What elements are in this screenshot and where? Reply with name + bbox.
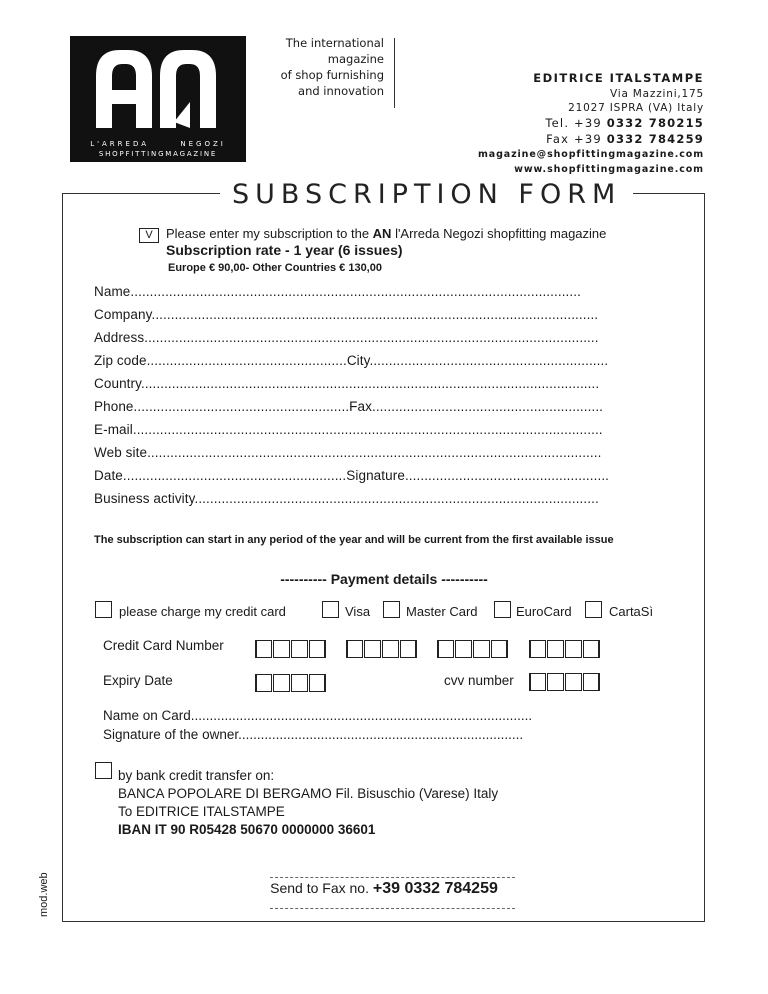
card-digit-cell[interactable] — [309, 640, 326, 658]
bank-beneficiary: To EDITRICE ITALSTAMPE — [118, 804, 285, 819]
bank-transfer-checkbox[interactable] — [95, 762, 112, 779]
bank-option-label: by bank credit transfer on: — [118, 768, 275, 783]
card-digit-cell[interactable] — [583, 640, 600, 658]
bank-name: BANCA POPOLARE DI BERGAMO Fil. Bisuschio (Varese) Italy — [118, 786, 499, 801]
credit-card-option-label: please charge my credit card — [119, 604, 286, 619]
subscription-checkbox[interactable]: V — [139, 228, 159, 243]
request-bold: AN — [372, 226, 392, 241]
form-code-label: mod.web — [38, 872, 50, 917]
phone-fax-field[interactable]: Phone........................................................Fax............................................................ — [94, 399, 604, 414]
publisher-phone — [478, 115, 704, 131]
website-field[interactable]: Web site...................................................................................................................... — [94, 445, 602, 460]
email-field[interactable]: E-mail.......................................................................................................................... — [94, 422, 603, 437]
expiry-date-cells[interactable] — [255, 674, 327, 692]
fax-number: 0332 784259 — [606, 132, 704, 146]
fax-send-number: +39 0332 784259 — [372, 880, 498, 897]
form-title: SUBSCRIPTION FORM — [220, 178, 633, 212]
card-digit-cell[interactable] — [473, 640, 490, 658]
visa-checkbox[interactable] — [322, 601, 339, 618]
address-field[interactable]: Address...................................................................................................................... — [94, 330, 599, 345]
cartasi-checkbox[interactable] — [585, 601, 602, 618]
fax-bottom-rule — [270, 908, 515, 909]
tagline-line: The international — [285, 36, 384, 50]
subscription-rate: Subscription rate - 1 year (6 issues) — [166, 242, 403, 258]
tel-label: Tel. +39 — [545, 116, 607, 130]
card-digit-cell[interactable] — [364, 640, 381, 658]
publisher-contact-block — [478, 70, 704, 177]
mastercard-label: Master Card — [406, 604, 478, 619]
expiry-digit-cell[interactable] — [291, 674, 308, 692]
zip-city-field[interactable]: Zip code....................................................City.............................................................. — [94, 353, 609, 368]
name-on-card-field[interactable]: Name on Card........................................................................................... — [103, 708, 533, 723]
publisher-fax — [478, 131, 704, 147]
subscription-notice: The subscription can start in any period of the year and will be current from the first available issue — [94, 534, 614, 546]
fax-top-rule — [270, 877, 515, 878]
owner-signature-field[interactable]: Signature of the owner............................................................................ — [103, 727, 524, 742]
expiry-digit-cell[interactable] — [309, 674, 326, 692]
eurocard-checkbox[interactable] — [494, 601, 511, 618]
cvv-digit-cell[interactable] — [529, 673, 546, 691]
credit-card-checkbox[interactable] — [95, 601, 112, 618]
card-digit-cell[interactable] — [529, 640, 546, 658]
logo-subtitle-line2: SHOPFITTINGMAGAZINE — [98, 150, 218, 158]
card-digit-cell[interactable] — [346, 640, 363, 658]
eurocard-label: EuroCard — [516, 604, 572, 619]
cvv-digit-cell[interactable] — [583, 673, 600, 691]
card-number-group-4[interactable] — [529, 640, 601, 658]
mastercard-checkbox[interactable] — [383, 601, 400, 618]
expiry-digit-cell[interactable] — [273, 674, 290, 692]
cartasi-label: CartaSì — [609, 604, 654, 619]
cvv-label: cvv number — [444, 673, 514, 688]
publisher-city: 21027 ISPRA (VA) Italy — [568, 102, 704, 114]
card-digit-cell[interactable] — [491, 640, 508, 658]
request-post: l'Arreda Negozi shopfitting magazine — [391, 226, 607, 241]
card-digit-cell[interactable] — [382, 640, 399, 658]
card-digit-cell[interactable] — [565, 640, 582, 658]
tel-number: 0332 780215 — [606, 116, 704, 130]
publisher-website[interactable]: www.shopfittingmagazine.com — [514, 164, 704, 175]
card-number-label: Credit Card Number — [103, 638, 224, 653]
date-signature-field[interactable]: Date..........................................................Signature..................................................... — [94, 468, 610, 483]
name-field[interactable]: Name..................................................................................................................... — [94, 284, 581, 299]
company-field[interactable]: Company.................................................................................................................... — [94, 307, 599, 322]
card-digit-cell[interactable] — [400, 640, 417, 658]
business-activity-field[interactable]: Business activity......................................................................................................... — [94, 491, 599, 506]
card-digit-cell[interactable] — [255, 640, 272, 658]
logo-subtitle-line1: L'ARREDA NEGOZI — [90, 140, 226, 148]
request-pre: Please enter my subscription to the — [166, 226, 373, 241]
card-number-group-3[interactable] — [437, 640, 509, 658]
tagline-line: magazine — [327, 52, 384, 66]
payment-details-title: ---------- Payment details ---------- — [280, 571, 488, 587]
send-to-fax — [0, 880, 768, 898]
card-digit-cell[interactable] — [547, 640, 564, 658]
magazine-tagline — [262, 35, 384, 99]
card-digit-cell[interactable] — [437, 640, 454, 658]
publisher-name: EDITRICE ITALSTAMPE — [533, 71, 704, 85]
card-number-group-1[interactable] — [255, 640, 327, 658]
expiry-digit-cell[interactable] — [255, 674, 272, 692]
iban: IBAN IT 90 R05428 50670 0000000 36601 — [118, 822, 376, 837]
visa-label: Visa — [345, 604, 371, 619]
card-digit-cell[interactable] — [291, 640, 308, 658]
country-field[interactable]: Country....................................................................................................................... — [94, 376, 600, 391]
cvv-digit-cell[interactable] — [565, 673, 582, 691]
an-magazine-logo — [70, 36, 246, 162]
card-digit-cell[interactable] — [455, 640, 472, 658]
cvv-digit-cell[interactable] — [547, 673, 564, 691]
card-number-group-2[interactable] — [346, 640, 418, 658]
bank-transfer-details — [118, 767, 498, 839]
tagline-line: of shop furnishing — [280, 68, 384, 82]
publisher-email[interactable]: magazine@shopfittingmagazine.com — [477, 149, 704, 160]
fax-label: Fax +39 — [546, 132, 607, 146]
subscription-prices: Europe € 90,00- Other Countries € 130,00 — [168, 262, 382, 274]
expiry-date-label: Expiry Date — [103, 673, 173, 688]
card-digit-cell[interactable] — [273, 640, 290, 658]
publisher-street: Via Mazzini,175 — [609, 88, 704, 100]
subscription-request — [166, 226, 606, 241]
tagline-line: and innovation — [298, 84, 384, 98]
fax-send-label: Send to Fax no. — [270, 880, 373, 896]
header-divider — [394, 38, 395, 108]
cvv-cells[interactable] — [529, 673, 601, 691]
